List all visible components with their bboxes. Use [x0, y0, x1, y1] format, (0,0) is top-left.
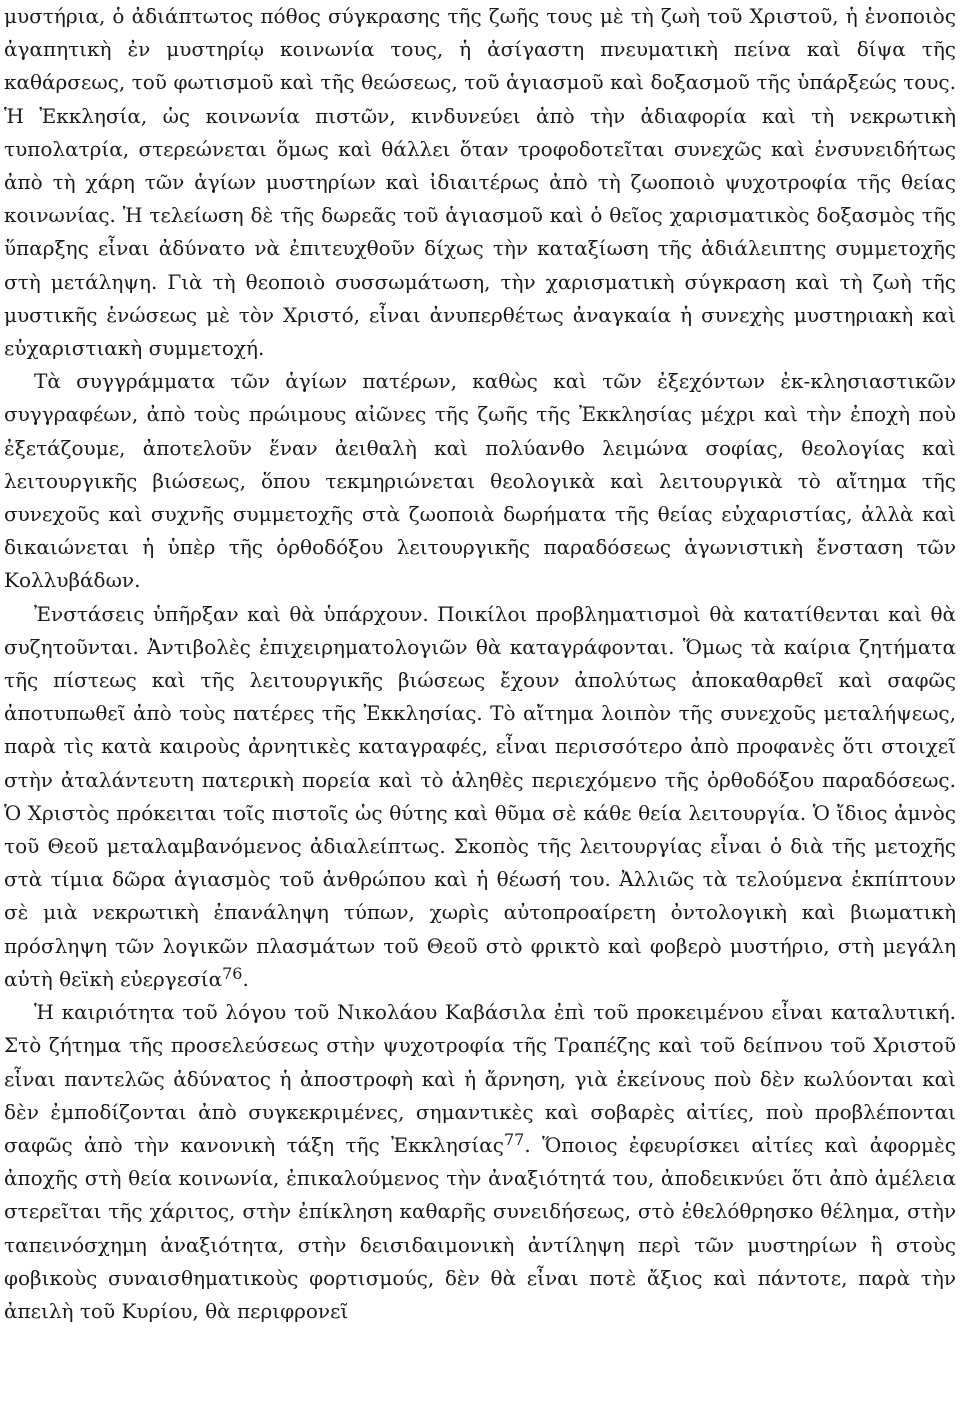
footnote-marker-77[interactable]: 77	[503, 1129, 525, 1149]
paragraph-4-end: . Ὅποιος ἐφευρίσκει αἰτίες καὶ ἀφορμὲς ἀποχῆς στὴ θεία κοινωνία, ἐπικαλούμενος τὴν ἀναξιότητά του, ἀποδεικνύει ὅτι ἀπὸ ἀμέλεια στερεῖται τῆς χάριτος, στὴν ἐπίκληση καθαρῆς συνειδήσεως, στὸ ἐθελόθρησκο θέλημα, στὴν ταπεινόσχημη ἀναξιότητα, στὴν δεισιδαιμονικὴ ἀντίληψη περὶ τῶν μυστηρίων ἢ στοὺς φοβικοὺς συναισθηματικοὺς φορτισμούς, δὲν θὰ εἶναι ποτὲ ἄξιος καὶ πάντοτε, παρὰ τὴν ἀπειλὴ τοῦ Κυρίου, θὰ περιφρονεῖ	[4, 1132, 956, 1323]
paragraph-1	[4, 0, 956, 365]
footnote-marker-76[interactable]: 76	[222, 963, 243, 983]
paragraph-3	[4, 598, 956, 996]
document-page	[4, 0, 956, 1328]
paragraph-4-text: Ἡ καιριότητα τοῦ λόγου τοῦ Νικολάου Καβάσιλα ἐπὶ τοῦ προκειμένου εἶναι καταλυτική. Στὸ ζήτημα τῆς προσελεύσεως στὴν ψυχοτροφία τῆς Τραπέζης καὶ τοῦ δείπνου τοῦ Χριστοῦ εἶναι παντελῶς ἀδύνατος ἡ ἀποστροφὴ καὶ ἡ ἄρνηση, γιὰ ἐκείνους ποὺ δὲν κωλύονται καὶ δὲν ἐμποδίζονται ἀπὸ συγκεκριμένες, σημαντικὲς καὶ σοβαρὲς αἰτίες, ποὺ προβλέπονται σαφῶς ἀπὸ τὴν κανονικὴ τάξη τῆς Ἐκκλησίας	[4, 1000, 956, 1157]
paragraph-1-text: μυστήρια, ὁ ἀδιάπτωτος πόθος σύγκρασης τῆς ζωῆς τους μὲ τὴ ζωὴ τοῦ Χριστοῦ, ἡ ἑνοποιὸς ἀγαπητικὴ ἐν μυστηρίῳ κοινωνία τους, ἡ ἀσίγαστη πνευματικὴ πείνα καὶ δίψα τῆς καθάρσεως, τοῦ φωτισμοῦ καὶ τῆς θεώσεως, τοῦ ἁγιασμοῦ καὶ δοξασμοῦ τῆς ὑπάρξεώς τους. Ἡ Ἐκκλησία, ὡς κοινωνία πιστῶν, κινδυνεύει ἀπὸ τὴν ἀδιαφορία καὶ τὴ νεκρωτικὴ τυπολατρία, στερεώνεται ὅμως καὶ θάλλει ὅταν τροφοδοτεῖται συνεχῶς καὶ ἐνσυνειδήτως ἀπὸ τὴ χάρη τῶν ἁγίων μυστηρίων καὶ ἰδιαιτέρως ἀπὸ τὴ ζωοποιὸ ψυχοτροφία τῆς θείας κοινωνίας. Ἡ τελείωση δὲ τῆς δωρεᾶς τοῦ ἁγιασμοῦ καὶ ὁ θεῖος χαρισματικὸς δοξασμὸς τῆς ὕπαρξης εἶναι ἀδύνατο νὰ ἐπιτευχθοῦν δίχως τὴν καταξίωση τῆς ἀδιάλειπτης συμμετοχῆς στὴ μετάληψη. Γιὰ τὴ θεοποιὸ συσσωμάτωση, τὴν χαρισματικὴ σύγκραση καὶ τὴ ζωὴ τῆς μυστικῆς ἑνώσεως μὲ τὸν Χριστό, εἶναι ἀνυπερθέτως ἀναγκαία ἡ συνεχὴς μυστηριακὴ καὶ εὐχαριστιακὴ συμμετοχή.	[4, 4, 956, 361]
paragraph-2	[4, 365, 956, 597]
paragraph-4	[4, 996, 956, 1328]
paragraph-2-text: Τὰ συγγράμματα τῶν ἁγίων πατέρων, καθὼς καὶ τῶν ἐξεχόντων ἐκ-κλησιαστικῶν συγγραφέων, ἀπὸ τοὺς πρώιμους αἰῶνες τῆς ζωῆς τῆς Ἐκκλησίας μέχρι καὶ τὴν ἐποχὴ ποὺ ἐξετάζουμε, ἀποτελοῦν ἕναν ἀειθαλὴ καὶ πολύανθο λειμώνα σοφίας, θεολογίας καὶ λειτουργικῆς βιώσεως, ὅπου τεκμηριώνεται θεολογικὰ καὶ λειτουργικὰ τὸ αἴτημα τῆς συνεχοῦς καὶ συχνῆς συμμετοχῆς στὰ ζωοποιὰ δωρήματα τῆς θείας εὐχαριστίας, ἀλλὰ καὶ δικαιώνεται ἡ ὑπὲρ τῆς ὀρθοδόξου λειτουργικῆς παραδόσεως ἀγωνιστικὴ ἔνσταση τῶν Κολλυβάδων.	[4, 369, 956, 593]
paragraph-3-end: .	[242, 966, 249, 991]
paragraph-3-text: Ἐνστάσεις ὑπῆρξαν καὶ θὰ ὑπάρχουν. Ποικίλοι προβληματισμοὶ θὰ κατατίθενται καὶ θὰ συζητοῦνται. Ἀντιβολὲς ἐπιχειρηματολογιῶν θὰ καταγράφονται. Ὅμως τὰ καίρια ζητήματα τῆς πίστεως καὶ τῆς λειτουργικῆς βιώσεως ἔχουν ἀπολύτως ἀποκαθαρθεῖ καὶ σαφῶς ἀποτυπωθεῖ ἀπὸ τοὺς πατέρες τῆς Ἐκκλησίας. Τὸ αἴτημα λοιπὸν τῆς συνεχοῦς μεταλήψεως, παρὰ τὶς κατὰ καιροὺς ἀρνητικὲς καταγραφές, εἶναι περισσότερο ἀπὸ προφανὲς ὅτι στοιχεῖ στὴν ἀταλάντευτη πατερικὴ πορεία καὶ τὸ ἀληθὲς περιεχόμενο τῆς ὀρθοδόξου παραδόσεως. Ὁ Χριστὸς πρόκειται τοῖς πιστοῖς ὡς θύτης καὶ θῦμα σὲ κάθε θεία λειτουργία. Ὁ ἴδιος ἀμνὸς τοῦ Θεοῦ μεταλαμβανόμενος ἀδιαλείπτως. Σκοπὸς τῆς λειτουργίας εἶναι ὁ διὰ τῆς μετοχῆς στὰ τίμια δῶρα ἁγιασμὸς τοῦ ἀνθρώπου καὶ ἡ θέωσή του. Ἀλλιῶς τὰ τελούμενα ἐκπίπτουν σὲ μιὰ νεκρωτικὴ ἐπανάληψη τύπων, χωρὶς αὐτοπροαίρετη ὀντολογικὴ καὶ βιωματικὴ πρόσληψη τῶν λογικῶν πλασμάτων τοῦ Θεοῦ στὸ φρικτὸ καὶ φοβερὸ μυστήριο, στὴ μεγάλη αὐτὴ θεϊκὴ εὐεργεσία	[4, 601, 956, 991]
